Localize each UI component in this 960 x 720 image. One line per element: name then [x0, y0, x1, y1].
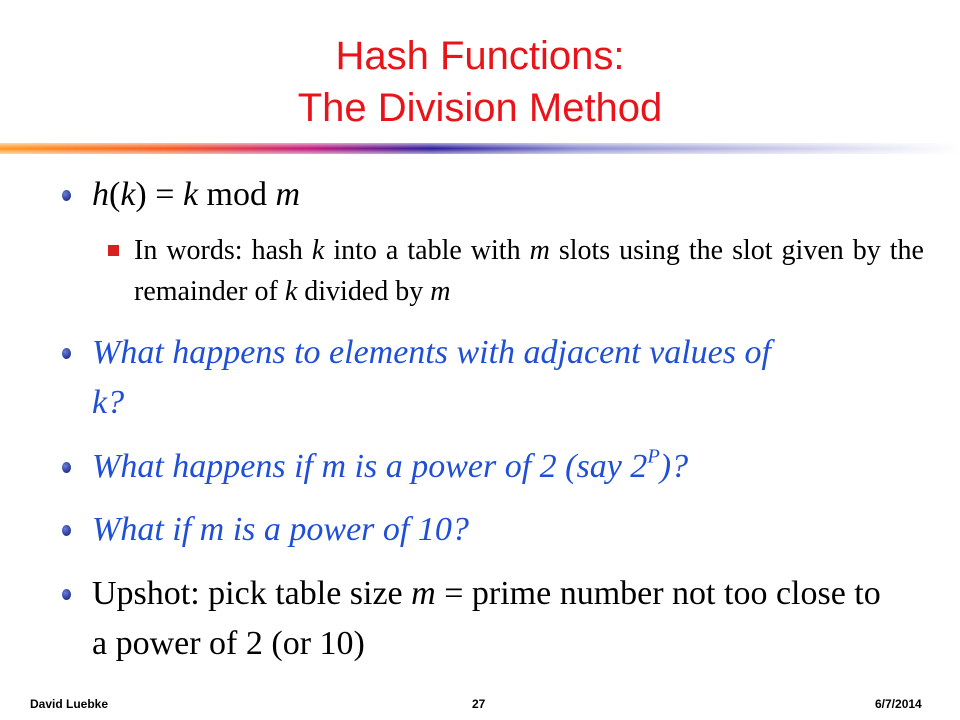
footer-page-number: 27	[472, 697, 486, 711]
sub-bullet-square	[108, 245, 119, 256]
formula-h: h	[92, 176, 109, 213]
title-line-2: The Division Method	[297, 86, 663, 130]
formula-k2: k	[182, 176, 199, 213]
sub-bullet-text	[134, 230, 924, 312]
title-line-1: Hash Functions:	[335, 34, 625, 78]
bullet-dot	[62, 525, 71, 536]
footer-date: 6/7/2014	[875, 697, 922, 711]
sub-m2: m	[430, 276, 451, 307]
sub-text-3: slots using the slot given by the remainder of	[134, 235, 924, 307]
slide-title	[0, 30, 960, 134]
bullet-dot	[62, 190, 71, 201]
q3-superscript: P	[647, 445, 660, 468]
q3-text: What happens if m is a power of 2 (say 2	[92, 448, 648, 485]
q3-text-end: )?	[659, 448, 689, 485]
sub-text-2: into a table with	[324, 235, 530, 266]
formula-mod: mod	[198, 176, 276, 213]
bullet-power-of-2-question	[92, 442, 922, 492]
sub-text-4: divided by	[297, 276, 431, 307]
bullet-dot	[62, 589, 71, 600]
bullet-dot	[62, 462, 71, 473]
bullet-power-of-10-question: What if m is a power of 10?	[92, 511, 469, 548]
upshot-m: m	[411, 575, 436, 612]
bullet-formula: h(k) = k mod m	[92, 176, 301, 213]
title-gradient-rule	[0, 143, 960, 154]
upshot-text-end: = prime number not too close to a power of 2 (or 10)	[92, 575, 881, 662]
upshot-text: Upshot: pick table size	[92, 575, 412, 612]
sub-k2: k	[284, 276, 298, 307]
bullet-dot	[62, 348, 71, 359]
formula-eq: =	[146, 176, 183, 213]
formula-k: k	[120, 176, 136, 213]
formula-m: m	[275, 176, 301, 213]
bullet-upshot	[92, 569, 892, 669]
sub-text-1: In words: hash	[134, 235, 312, 266]
bullet-adjacent-question: What happens to elements with adjacent values of k?	[92, 334, 771, 421]
sub-m: m	[529, 235, 550, 266]
sub-k: k	[311, 235, 325, 266]
footer-author: David Luebke	[30, 697, 109, 711]
